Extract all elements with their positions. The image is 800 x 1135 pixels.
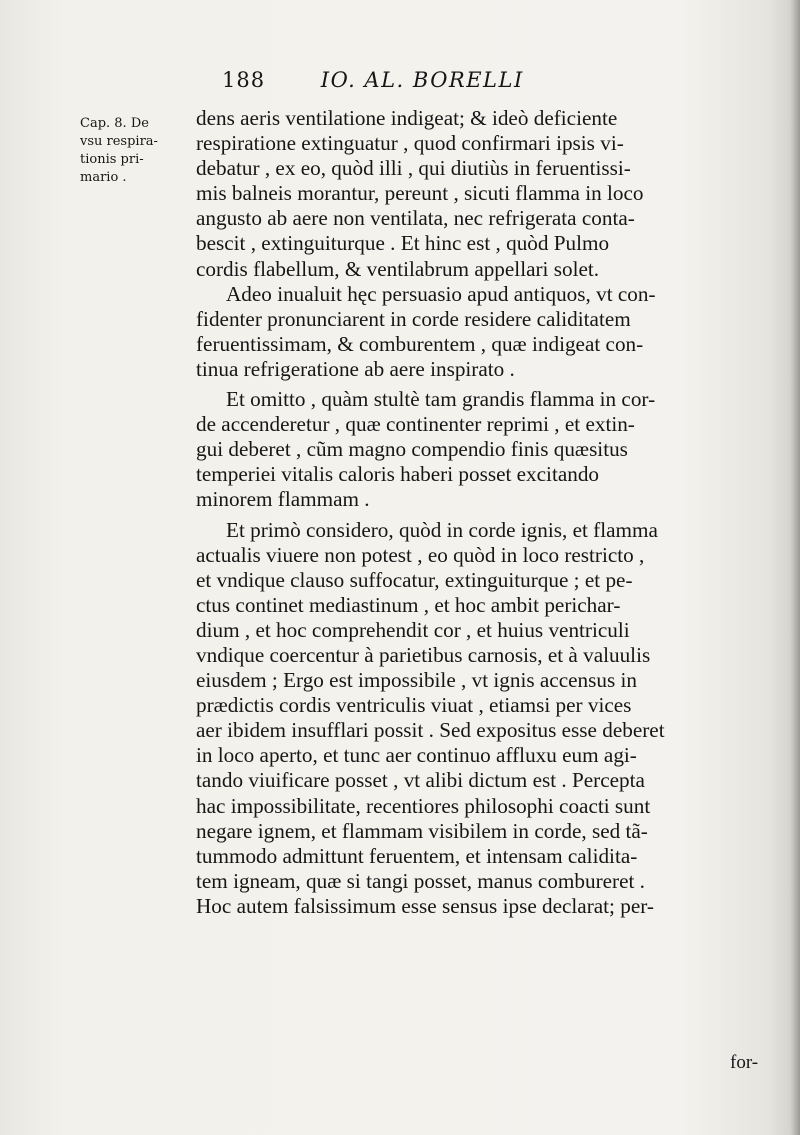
text-line: prædictis cordis ventriculis viuat , etiamsi per vices — [196, 693, 632, 718]
text-line: feruentissimam, & comburentem , quæ indigeat con- — [196, 331, 644, 356]
marginal-line: mario . — [80, 170, 127, 185]
text-line: temperiei vitalis caloris haberi posset excitando — [196, 462, 600, 487]
text-line: eiusdem ; Ergo est impossibile , vt ignis accensus in — [196, 668, 637, 693]
text-line: cordis flabellum, & ventilabrum appellari solet. — [196, 256, 600, 281]
text-line: ctus continet mediastinum , et hoc ambit perichar- — [196, 592, 621, 617]
text-line: aer ibidem insufflari possit . Sed expositus esse deberet — [196, 718, 665, 743]
text-line: respiratione extinguatur , quod confirmari ipsis vi- — [196, 131, 624, 156]
page-binding-shadow — [790, 0, 800, 1135]
text-line: dium , et hoc comprehendit cor , et huius ventriculi — [196, 617, 630, 642]
text-line: actualis viuere non potest , eo quòd in loco restricto , — [196, 542, 645, 567]
text-line: in loco aperto, et tunc aer continuo affluxu eum agi- — [196, 743, 637, 768]
marginal-line: tionis pri- — [80, 152, 144, 167]
text-line: bescit , extinguiturque . Et hinc est , quòd Pulmo — [196, 231, 610, 256]
running-header — [222, 68, 524, 92]
text-line: tinua refrigeratione ab aere inspirato . — [196, 356, 515, 381]
marginal-note — [80, 115, 188, 187]
text-line: negare ignem, et flammam visibilem in corde, sed tã- — [196, 818, 648, 843]
text-line: dens aeris ventilatione indigeat; & ideò deficiente — [196, 106, 618, 130]
text-line: tando viuificare posset , vt alibi dictum est . Percepta — [196, 768, 645, 793]
paragraph-start-line: Adeo inualuit hęc persuasio apud antiquos, vt con- — [226, 281, 656, 306]
marginal-line: vsu respira- — [80, 134, 158, 149]
page-number: 188 — [222, 68, 266, 92]
text-line: gui deberet , cũm magno compendio finis quæsitus — [196, 437, 628, 462]
body-text — [196, 106, 770, 919]
text-line: minorem flammam . — [196, 487, 370, 512]
text-line: tummodo admittunt feruentem, et intensam calidita- — [196, 843, 638, 868]
text-line: angusto ab aere non ventilata, nec refrigerata conta- — [196, 206, 635, 231]
text-line: hac impossibilitate, recentiores philosophi coacti sunt — [196, 793, 651, 818]
catchword: for- — [730, 1052, 759, 1073]
text-line: mis balneis morantur, pereunt , sicuti flamma in loco — [196, 181, 644, 206]
paragraph-start-line: Et primò considero, quòd in corde ignis, et flamma — [226, 517, 658, 542]
text-line: vndique coercentur à parietibus carnosis, et à valuulis — [196, 642, 651, 667]
text-line: tem igneam, quæ si tangi posset, manus combureret . — [196, 868, 645, 893]
text-line: fidenter pronunciarent in corde residere caliditatem — [196, 306, 631, 331]
marginal-line: Cap. 8. De — [80, 116, 149, 131]
paragraph-start-line: Et omitto , quàm stultè tam grandis flamma in cor- — [226, 387, 656, 412]
text-line: de accenderetur , quæ continenter reprimi , et extin- — [196, 412, 635, 437]
running-title: IO. AL. BORELLI — [320, 68, 524, 92]
text-line: et vndique clauso suffocatur, extinguiturque ; et pe- — [196, 567, 633, 592]
text-line: Hoc autem falsissimum esse sensus ipse declarat; per- — [196, 893, 654, 918]
text-line: debatur , ex eo, quòd illi , qui diutiùs in feruentissi- — [196, 156, 631, 181]
